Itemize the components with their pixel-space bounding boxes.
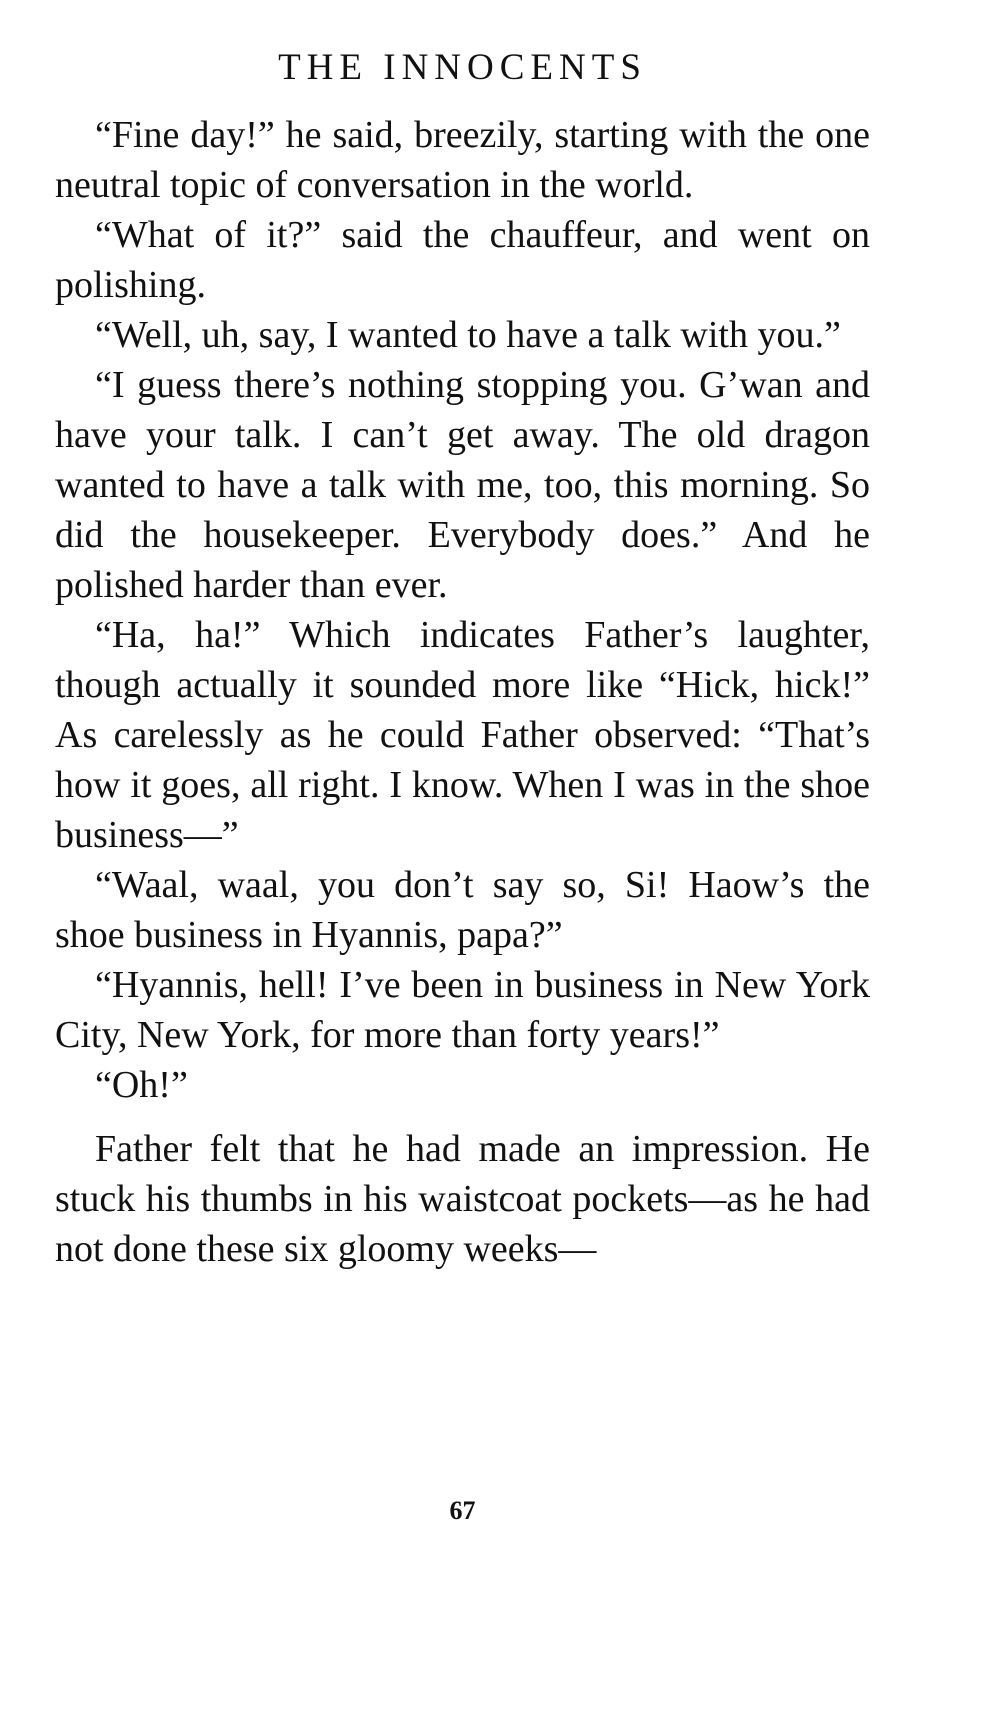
paragraph: “Fine day!” he said, breezily, starting with the one neutral topic of conversation in the world. [55, 114, 870, 206]
paragraph: “Ha, ha!” Which indicates Father’s laughter, though actually it sounded more like “Hick, hick!” As carelessly as he could Father observed: “That’s how it goes, all right. I know. When I was in the shoe business—” [55, 614, 870, 856]
paragraph: “I guess there’s nothing stopping you. G’wan and have your talk. I can’t get away. The old dragon wanted to have a talk with me, too, this morning. So did the housekeeper. Everybody does.” And he polished harder than ever. [55, 364, 870, 606]
paragraph: Father felt that he had made an impression. He stuck his thumbs in his waistcoat pockets—as he had not done these six gloomy weeks— [55, 1128, 870, 1270]
paragraph: “Well, uh, say, I wanted to have a talk with you.” [95, 314, 841, 356]
body-text [55, 110, 870, 1274]
paragraph: “Waal, waal, you don’t say so, Si! Haow’s the shoe business in Hyannis, papa?” [55, 864, 870, 956]
paragraph: “Hyannis, hell! I’ve been in business in New York City, New York, for more than forty years!” [55, 964, 870, 1056]
running-head: THE INNOCENTS [278, 47, 647, 88]
paragraph: “What of it?” said the chauffeur, and went on polishing. [55, 214, 870, 306]
paragraph: “Oh!” [95, 1064, 188, 1106]
page-number: 67 [449, 1496, 476, 1525]
book-page [55, 0, 870, 1717]
